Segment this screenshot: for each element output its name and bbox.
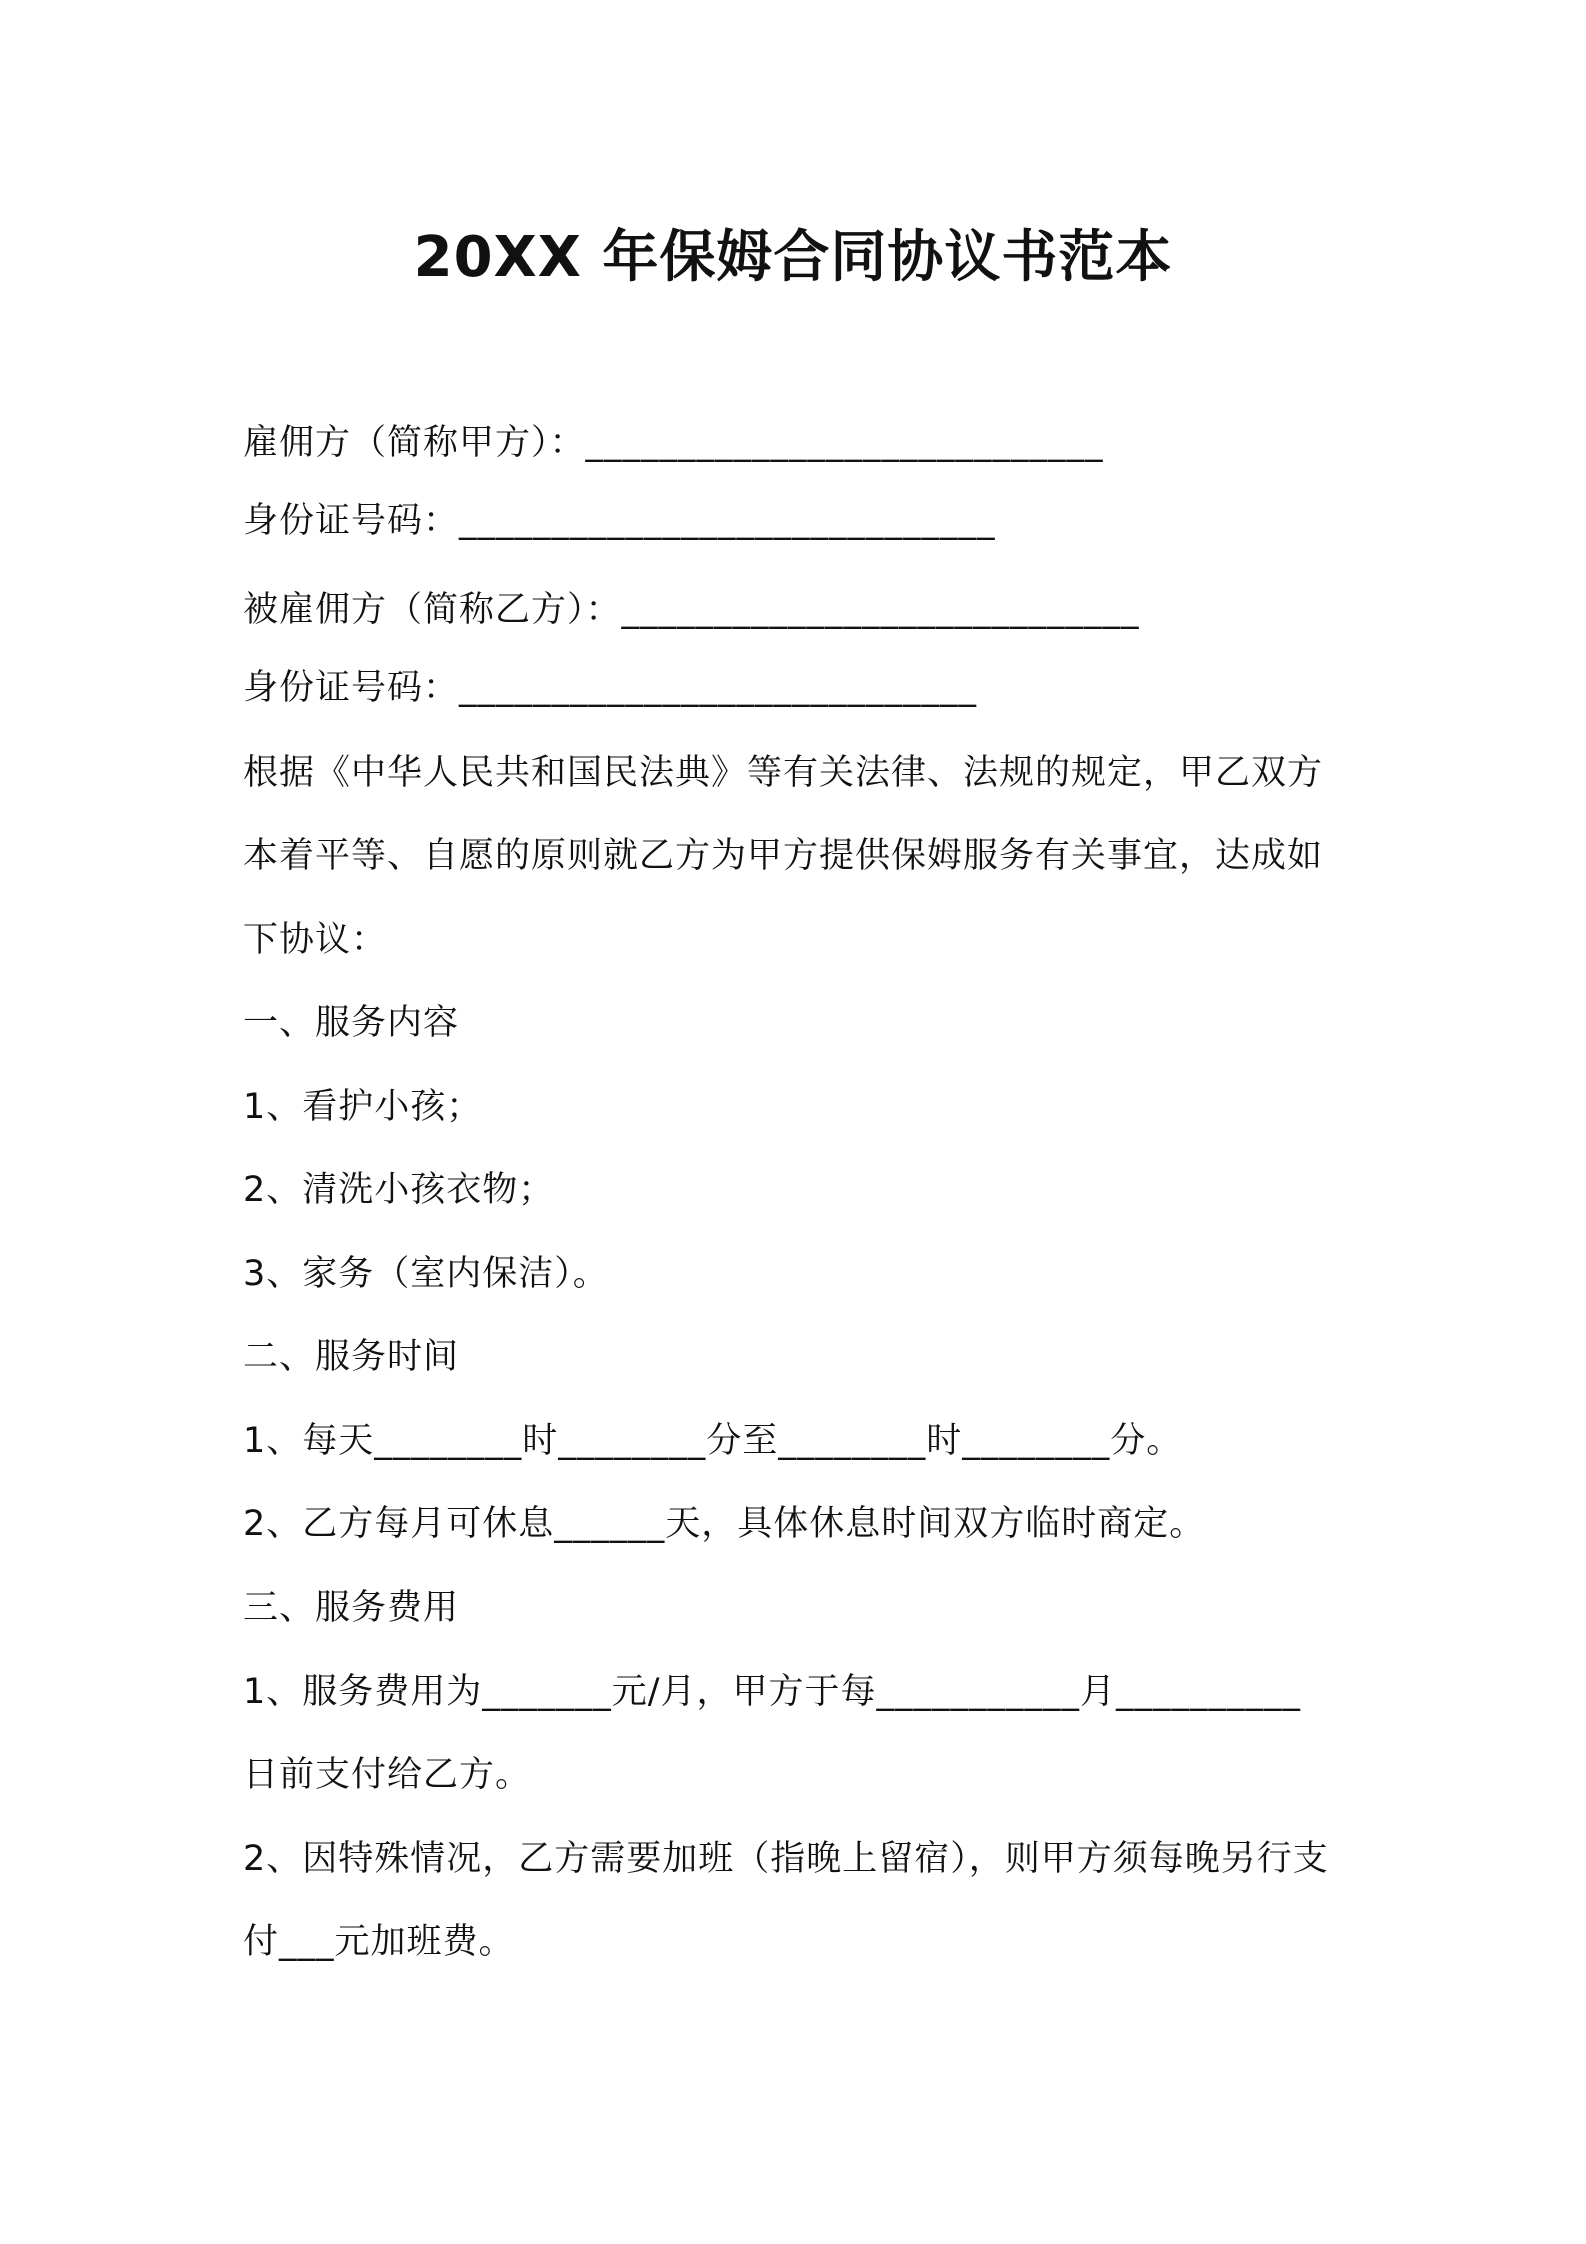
employee-line: 被雇佣方（简称乙方）：____________________________ xyxy=(243,590,1140,630)
list-item: 2、乙方每月可休息______天，具体休息时间双方临时商定。 xyxy=(243,1504,1206,1544)
document-title: 20XX 年保姆合同协议书范本 xyxy=(413,225,1173,290)
employer-line: 雇佣方（简称甲方）：____________________________ xyxy=(243,423,1104,463)
section-heading-service-time: 二、服务时间 xyxy=(243,1337,460,1377)
list-item: 1、服务费用为_______元/月，甲方于每___________月__________ xyxy=(243,1672,1302,1712)
employer-id-line: 身份证号码：_____________________________ xyxy=(243,501,996,541)
employee-id-line: 身份证号码：____________________________ xyxy=(243,668,978,708)
list-item-continuation: 日前支付给乙方。 xyxy=(243,1755,532,1795)
list-item: 2、清洗小孩衣物； xyxy=(243,1170,555,1210)
preamble-line-1: 根据《中华人民共和国民法典》等有关法律、法规的规定，甲乙双方 xyxy=(243,753,1324,793)
list-item: 1、每天________时________分至________时________分。 xyxy=(243,1421,1183,1461)
list-item-continuation: 付___元加班费。 xyxy=(243,1922,515,1962)
section-heading-service-fee: 三、服务费用 xyxy=(243,1588,460,1628)
section-heading-service-content: 一、服务内容 xyxy=(243,1003,460,1043)
preamble-line-3: 下协议： xyxy=(243,920,388,960)
list-item: 2、因特殊情况，乙方需要加班（指晚上留宿），则甲方须每晚另行支 xyxy=(243,1839,1329,1879)
list-item: 1、看护小孩； xyxy=(243,1087,483,1127)
preamble-line-2: 本着平等、自愿的原则就乙方为甲方提供保姆服务有关事宜，达成如 xyxy=(243,836,1324,876)
list-item: 3、家务（室内保洁）。 xyxy=(243,1254,609,1294)
